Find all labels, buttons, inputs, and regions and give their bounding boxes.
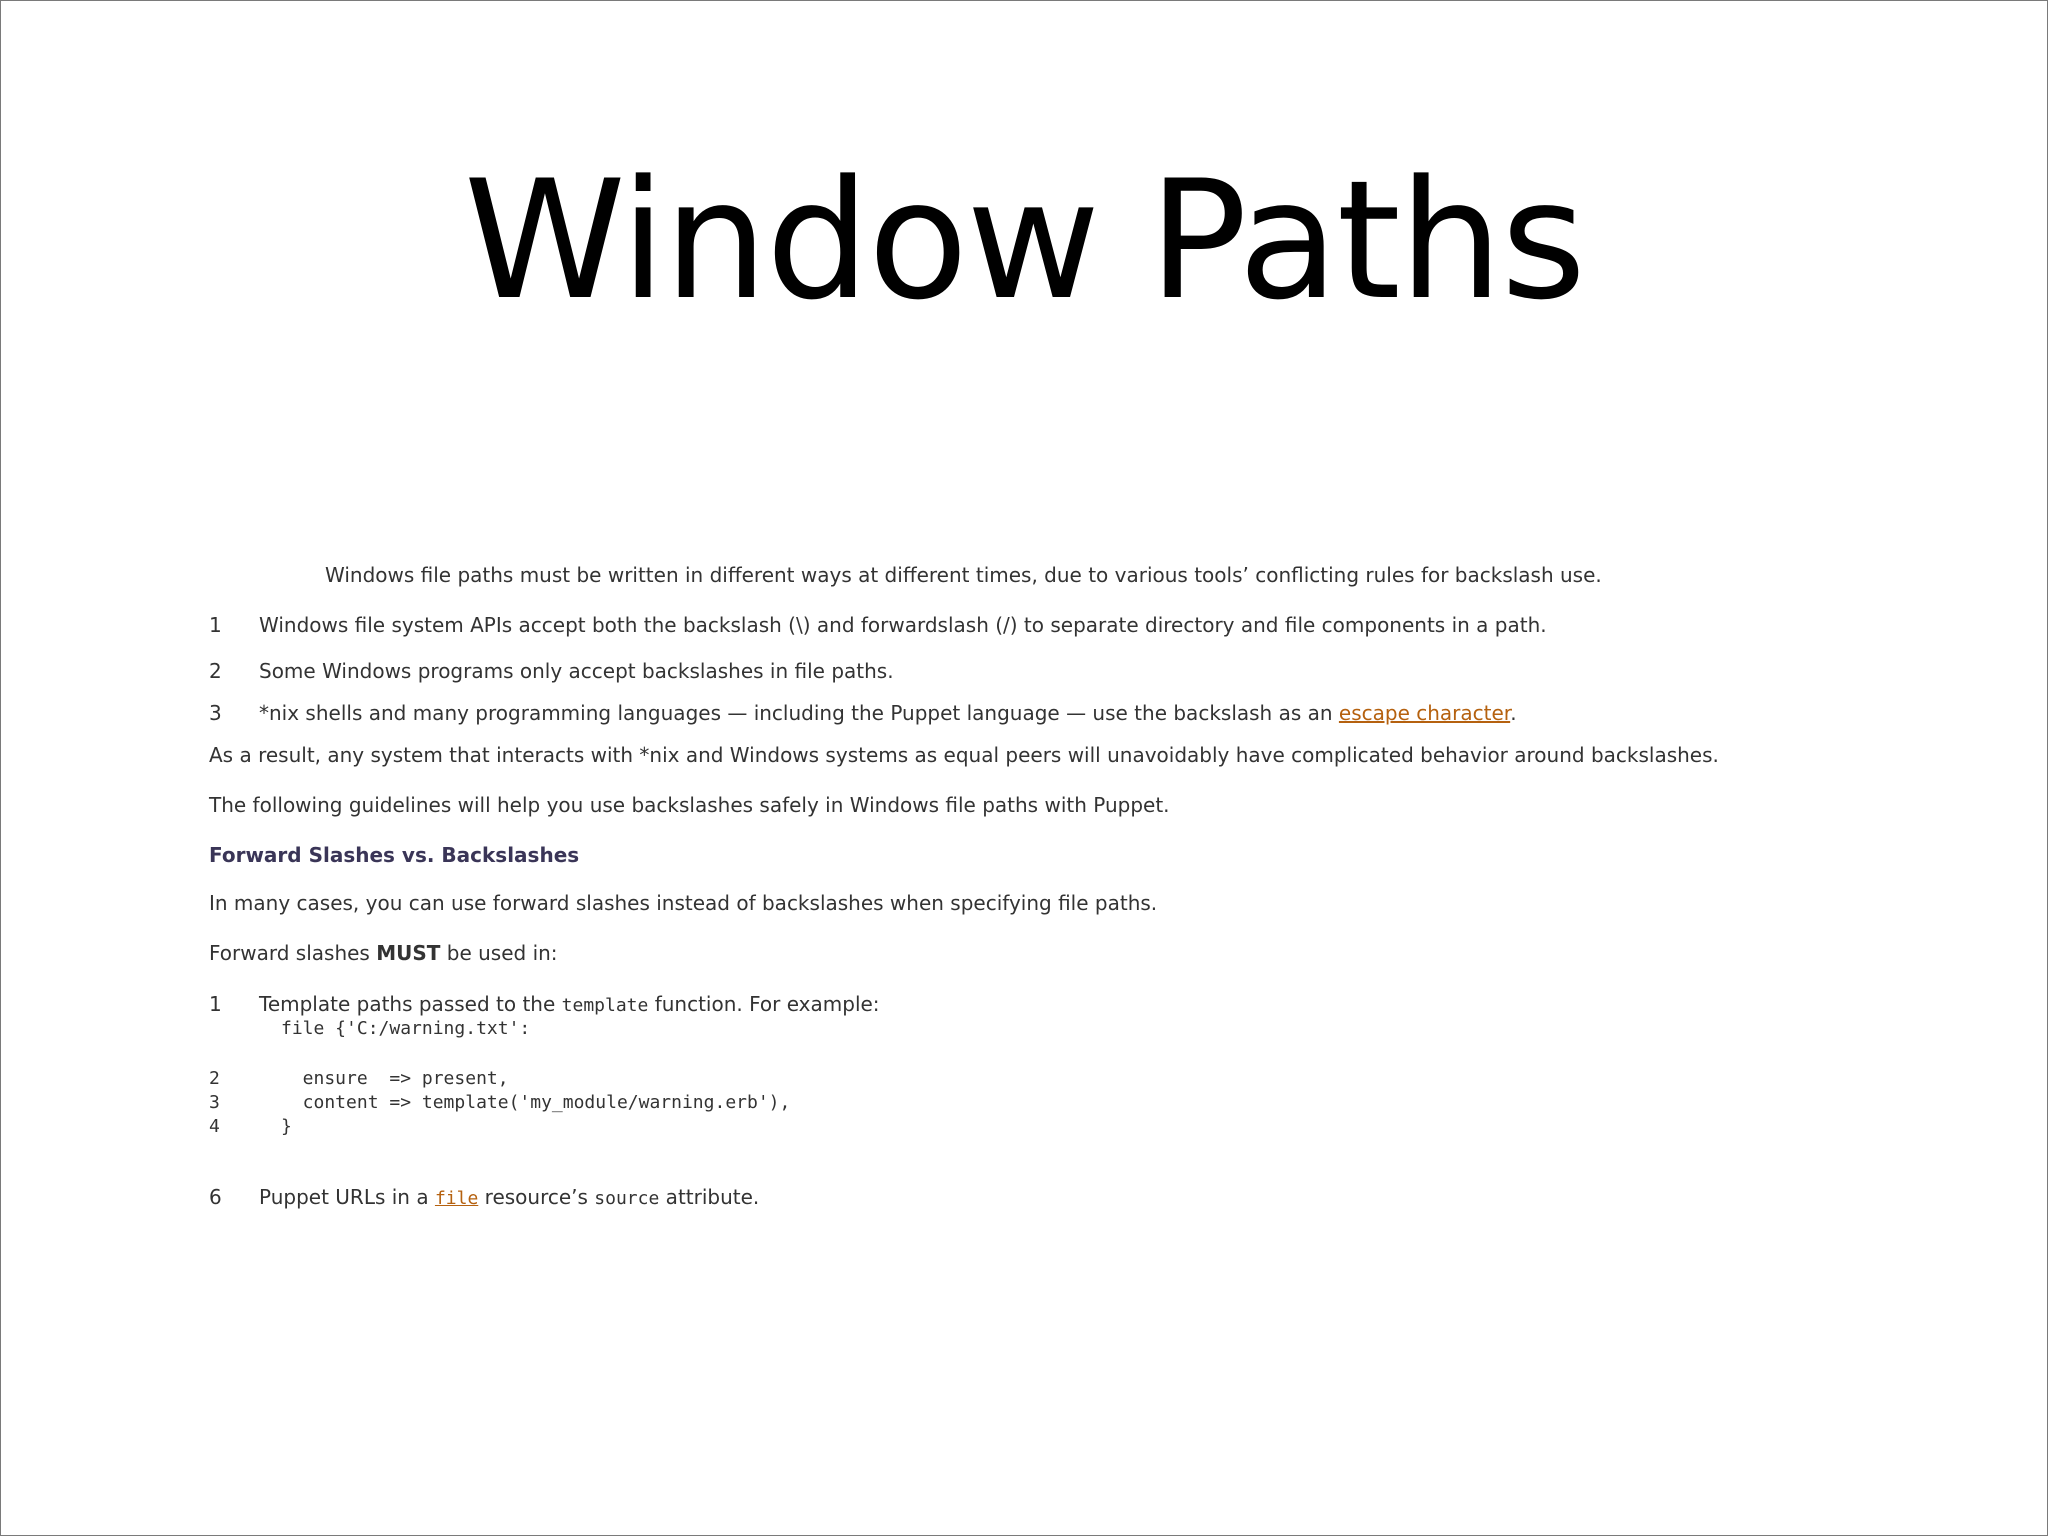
list-number: 1	[209, 613, 222, 637]
code-line: file {'C:/warning.txt':	[281, 1018, 531, 1039]
many-cases-paragraph: In many cases, you can use forward slashes instead of backslashes when specifying file paths.	[209, 891, 1158, 915]
list-item-text-middle: resource’s	[478, 1185, 595, 1209]
list-number: 1	[209, 992, 222, 1016]
must-text-after: be used in:	[440, 941, 558, 965]
code-line: content => template('my_module/warning.erb'),	[281, 1092, 791, 1113]
list-item-text: Windows file system APIs accept both the backslash (\) and forwardslash (/) to separate directory and file components in a path.	[259, 613, 1547, 637]
list-item-text-after: .	[1510, 701, 1517, 725]
must-emphasis: MUST	[376, 941, 441, 965]
must-paragraph	[209, 940, 558, 966]
section-heading: Forward Slashes vs. Backslashes	[209, 843, 580, 867]
code-line: ensure => present,	[281, 1068, 509, 1089]
list-item-text-before: Template paths passed to the	[259, 992, 562, 1016]
escape-character-link[interactable]: escape character	[1338, 701, 1511, 725]
list-item-text-after: attribute.	[659, 1185, 760, 1209]
file-resource-link[interactable]: file	[434, 1188, 479, 1209]
list-item-text-after: function. For example:	[648, 992, 880, 1016]
list-number: 6	[209, 1185, 222, 1209]
list-item-text	[259, 700, 1517, 726]
inline-code-source: source	[594, 1188, 660, 1209]
list-item-text	[259, 991, 880, 1019]
list-number: 2	[209, 659, 222, 683]
intro-paragraph: Windows file paths must be written in different ways at different times, due to various tools’ conflicting rules for backslash use.	[325, 563, 1602, 587]
list-item-text-before: *nix shells and many programming languages — including the Puppet language — use the backslash as an	[259, 701, 1339, 725]
guidelines-paragraph: The following guidelines will help you use backslashes safely in Windows file paths with Puppet.	[209, 793, 1170, 817]
slide-title: Window Paths	[463, 145, 1585, 336]
list-number: 3	[209, 701, 222, 725]
code-line-number: 4	[209, 1116, 220, 1137]
must-text-before: Forward slashes	[209, 941, 377, 965]
inline-code-template: template	[561, 995, 649, 1016]
list-item-text: Some Windows programs only accept backslashes in file paths.	[259, 659, 894, 683]
code-line-number: 3	[209, 1092, 220, 1113]
code-line-number: 2	[209, 1068, 220, 1089]
code-line: }	[281, 1116, 292, 1137]
result-paragraph: As a result, any system that interacts with *nix and Windows systems as equal peers will unavoidably have complicated behavior around backslashes.	[209, 743, 1719, 767]
list-item-text	[259, 1184, 759, 1212]
list-item-text-before: Puppet URLs in a	[259, 1185, 435, 1209]
